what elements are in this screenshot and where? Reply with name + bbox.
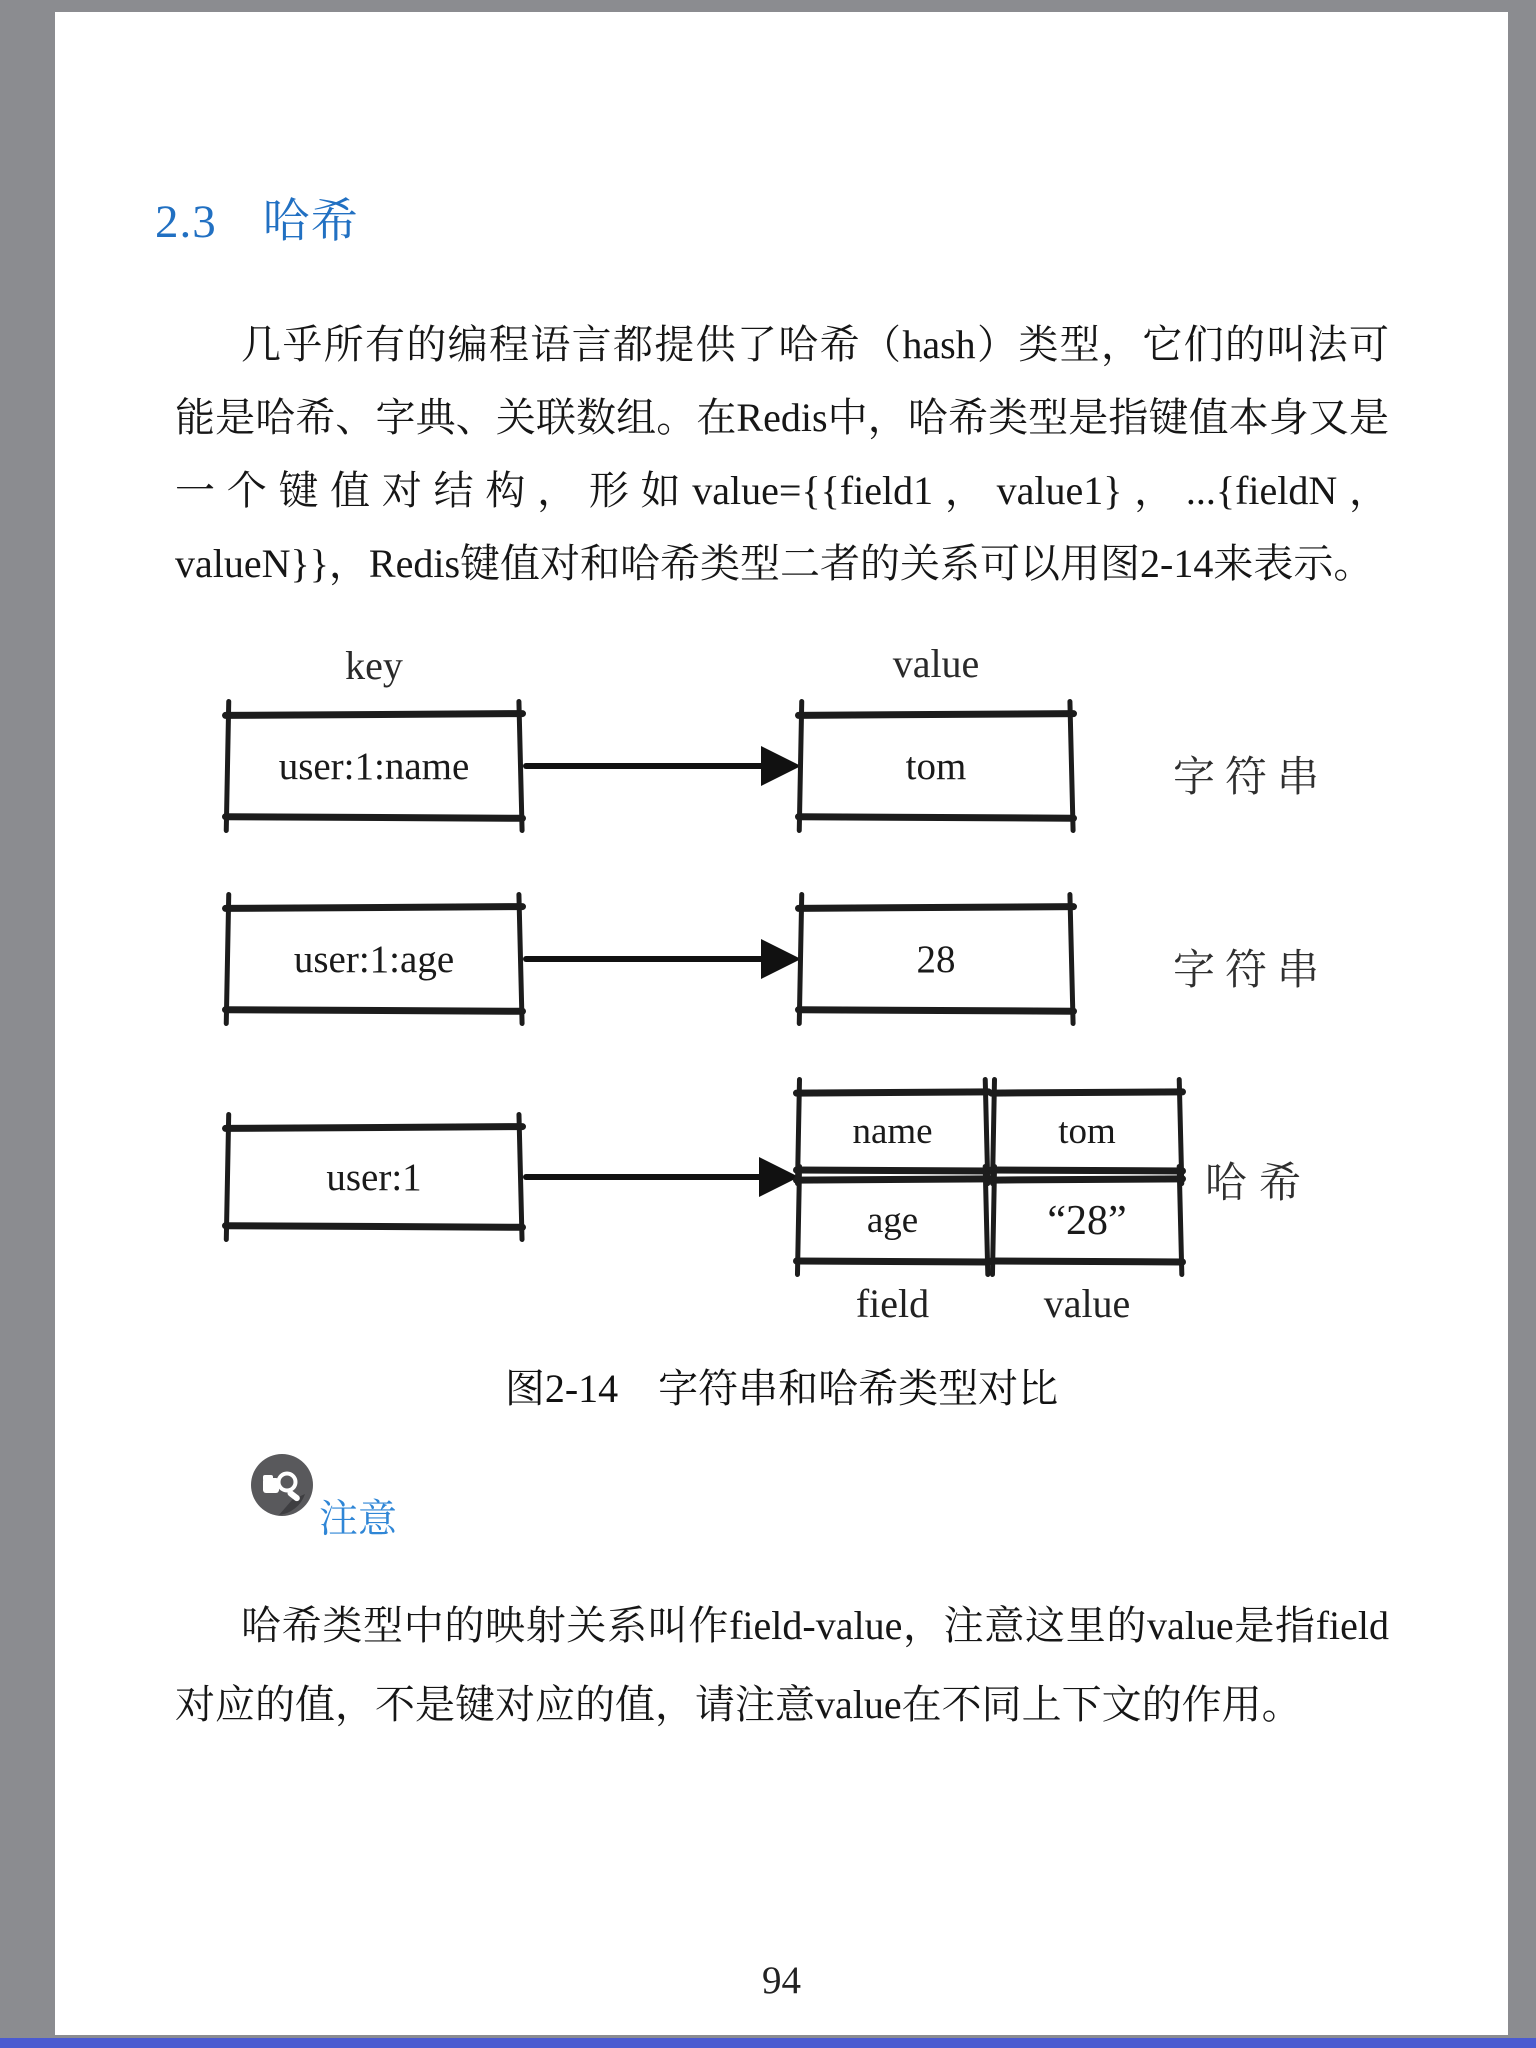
hash-cell-field-age [798,1177,987,1264]
key-box-user-1-age [227,905,521,1013]
value-column-label: value [1043,1281,1131,1326]
arrow-head-row1 [761,746,801,786]
section-heading [155,184,359,251]
figure-value-header: value [892,641,980,686]
type-label-string-1: 字符串 [1173,755,1330,801]
value-box-28 [800,905,1072,1013]
key-box-label: user:1:name [278,744,470,788]
value-box-tom [800,712,1072,820]
value-box-label: 28 [916,937,956,981]
field-column-label: field [855,1281,930,1326]
arrow-row1 [523,763,765,769]
hash-cell-label: name [852,1111,933,1152]
key-box-user-1-name [227,712,521,820]
arrow-row2 [523,956,765,962]
hash-cell-value-tom [993,1090,1181,1173]
arrow-row3 [523,1174,763,1180]
paragraph-note: 哈希类型中的映射关系叫作field-value，注意这里的value是指field对应的值，不是键对应的值，请注意value在不同上下文的作用。 [175,1603,1389,1727]
hash-cell-label: “28” [1047,1197,1127,1244]
note-icon [249,1452,315,1518]
type-label-string-2: 字符串 [1173,948,1330,994]
key-box-label: user:1:age [293,937,455,981]
arrow-head-row2 [761,939,801,979]
figure-caption: 图2-14 字符串和哈希类型对比 [504,1366,1059,1411]
key-box-label: user:1 [326,1155,422,1199]
hash-cell-label: tom [1058,1111,1116,1152]
section-number: 2.3 [155,196,217,248]
page-number: 94 [762,1959,801,2002]
section-title-text: 哈希 [262,196,359,248]
figure-key-header: key [345,643,403,688]
hash-cell-field-name [798,1090,987,1173]
book-page [55,12,1508,2035]
note-label: 注意 [319,1498,398,1541]
key-box-user-1 [227,1125,521,1229]
reader-bottom-bar [0,2038,1536,2048]
paragraph-intro: 几乎所有的编程语言都提供了哈希（hash）类型，它们的叫法可能是哈希、字典、关联数组。在Redis中，哈希类型是指键值本身又是一个键值对结构，形如value={{field1，value1}，...{fieldN，valueN}}，Redis键值对和哈希类型二者的关系可以用图2-14来表示。 [175,322,1389,586]
hash-cell-value-28 [993,1177,1181,1264]
hash-cell-label: age [866,1200,919,1241]
value-box-label: tom [905,744,967,788]
type-label-hash: 哈希 [1205,1161,1314,1207]
